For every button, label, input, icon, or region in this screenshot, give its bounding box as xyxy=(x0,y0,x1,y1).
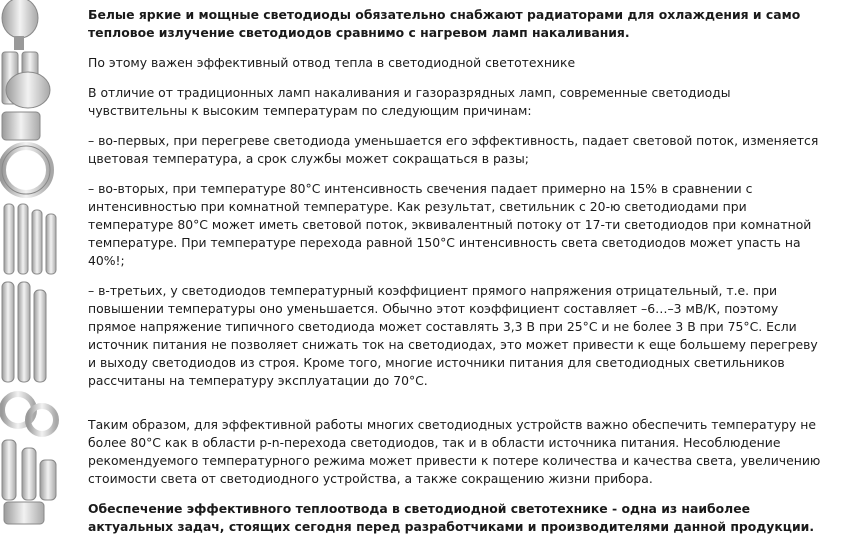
closing-paragraph: Обеспечение эффективного теплоотвода в светодиодной светотехнике - одна из наиболее актуальных задач, стоящих сегодня перед разработчиками и производителями данной продукции. xyxy=(88,501,815,534)
paragraph: По этому важен эффективный отвод тепла в светодиодной светотехнике xyxy=(88,55,576,70)
conclusion-paragraph: Таким образом, для эффективной работы многих светодиодных устройств важно обеспечить температуру не более 80°С как в области p-n-перехода светодиодов, так и в области источника питания. Несоблюдение рекомендуемого температурного режима может привести к потере количества и качества света, увеличению стоимости света от светодиодного устройства, а также сокращению жизни прибора. xyxy=(88,417,821,486)
lamp-strip-decoration-icon xyxy=(0,0,62,526)
paragraph: В отличие от традиционных ламп накаливания и газоразрядных ламп, современные светодиоды чувствительны к высоким температурам по следующим причинам: xyxy=(88,85,731,118)
article-body xyxy=(88,6,828,548)
list-paragraph: – в-третьих, у светодиодов температурный коэффициент прямого напряжения отрицательный, т.е. при повышении температуры оно уменьшается. Обычно этот коэффициент составляет –6…–3 мВ/К, поэтому прямое напряжение типичного светодиода может составлять 3,3 В при 25°С и не более 3 В при 75°С. Если источник питания не позволяет снижать ток на светодиодах, это может привести к еще большему перегреву и выходу светодиодов из строя. Кроме того, многие источники питания для светодиодных светильников рассчитаны на температуру эксплуатации до 70°С. xyxy=(88,283,818,388)
list-paragraph: – во-вторых, при температуре 80°С интенсивность свечения падает примерно на 15% в сравнении с интенсивностью при комнатной температуре. Как результат, светильник с 20-ю светодиодами при температуре 80°С может иметь световой поток, эквивалентный потоку от 17-ти светодиодов при комнатной температуре. При температуре перехода равной 150°С интенсивность света светодиодов может упасть на 40%!; xyxy=(88,181,812,268)
intro-paragraph: Белые яркие и мощные светодиоды обязательно снабжают радиаторами для охлаждения и само тепловое излучение светодиодов сравнимо с нагревом ламп накаливания. xyxy=(88,7,801,40)
lamp-illustrations-icon xyxy=(0,0,62,526)
list-paragraph: – во-первых, при перегреве светодиода уменьшается его эффективность, падает световой поток, изменяется цветовая температура, а срок службы может сокращаться в разы; xyxy=(88,133,819,166)
